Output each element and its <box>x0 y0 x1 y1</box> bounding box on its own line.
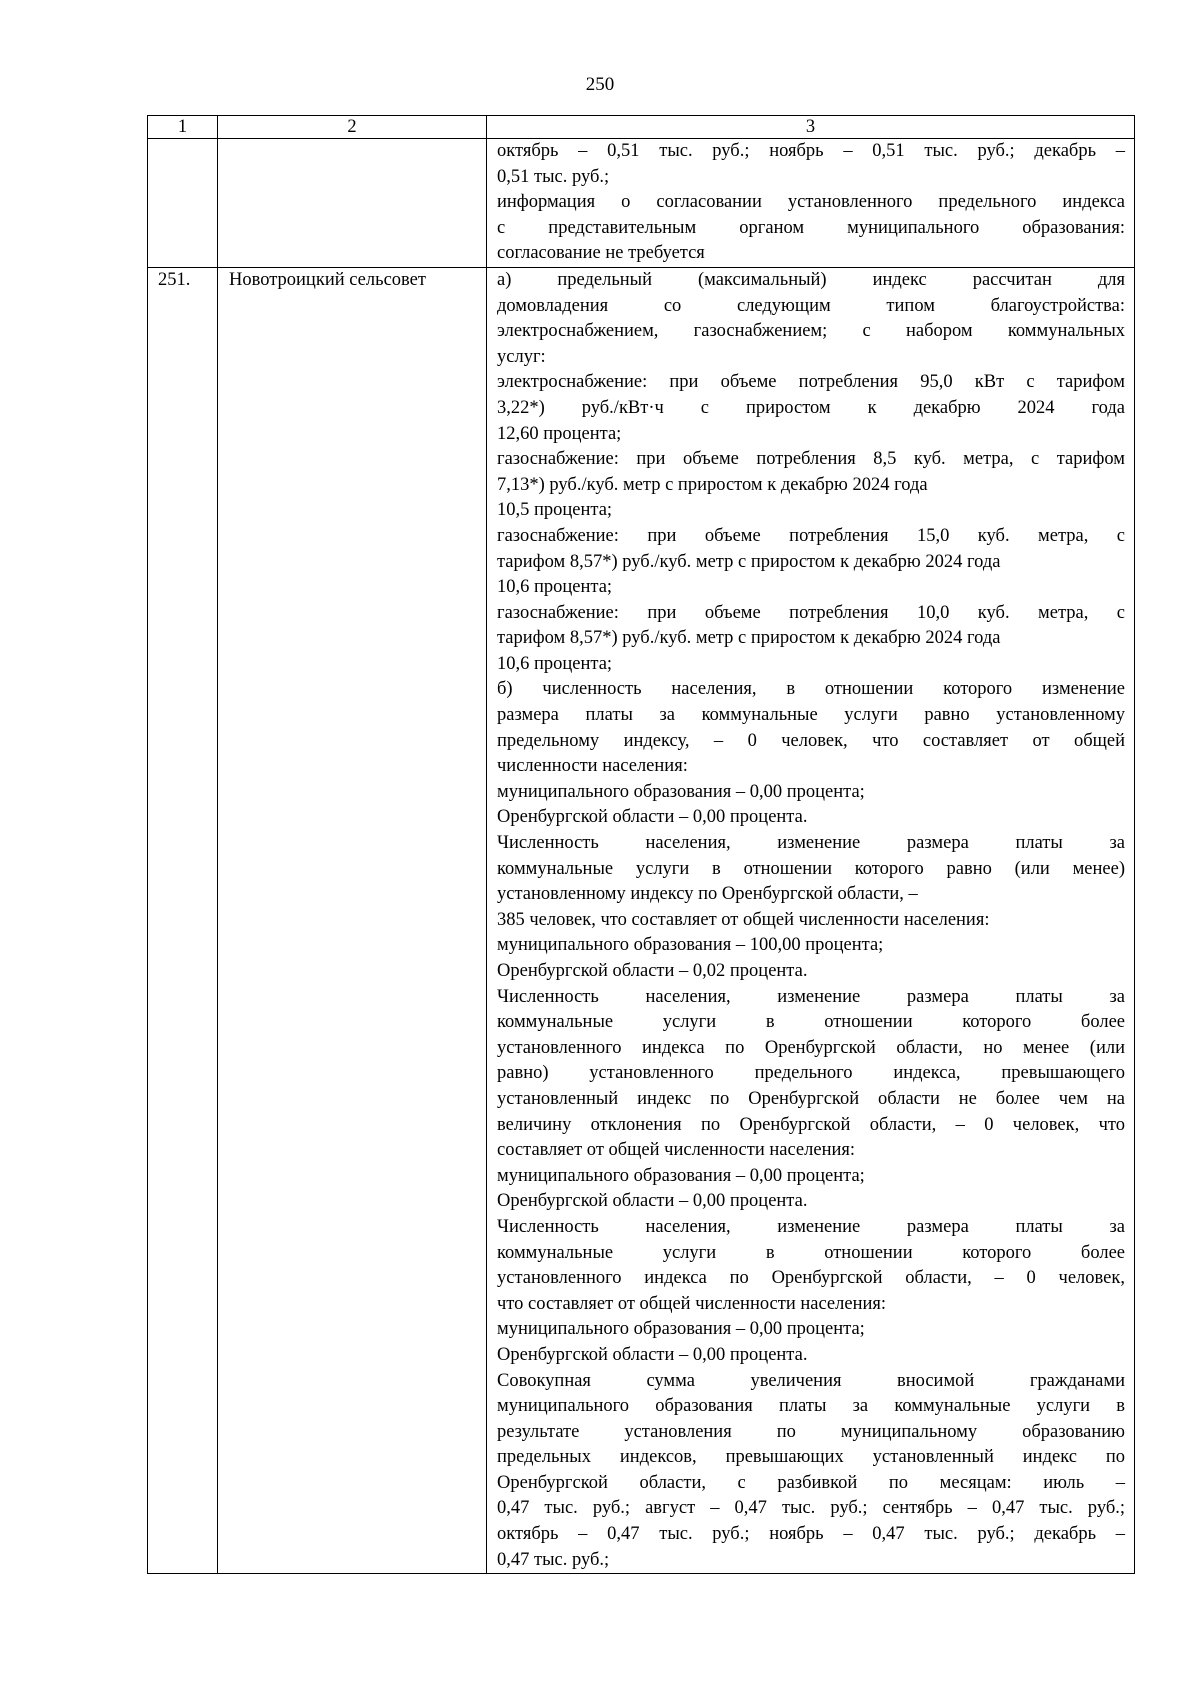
text-line: 385 человек, что составляет от общей численности населения: <box>497 909 990 930</box>
table-header-row <box>148 116 1135 139</box>
text-line: 0,47 тыс. руб.; <box>497 1549 610 1570</box>
column-header-2: 2 <box>218 116 487 139</box>
text-line: коммунальные услуги в отношении которого равно (или менее) <box>497 858 1125 879</box>
text-line: Совокупная сумма увеличения вносимой гражданами <box>497 1370 1125 1391</box>
text-line: Оренбургской области – 0,00 процента. <box>497 1344 808 1365</box>
text-line: домовладения со следующим типом благоустройства: <box>497 295 1125 316</box>
text-line: 3,22*) руб./кВт·ч с приростом к декабрю 2024 года <box>497 397 1125 418</box>
text-line: коммунальные услуги в отношении которого более <box>497 1012 1125 1033</box>
text-line: Оренбургской области – 0,00 процента. <box>497 1191 808 1212</box>
text-line: тарифом 8,57*) руб./куб. метр с приростом к декабрю 2024 года <box>497 551 1001 572</box>
text-line: предельных индексов, превышающих установленный индекс по <box>497 1447 1125 1468</box>
text-line: услуг: <box>497 346 546 367</box>
text-line: газоснабжение: при объеме потребления 8,5 куб. метра, с тарифом <box>497 449 1125 470</box>
column-header-1: 1 <box>148 116 218 139</box>
table-row-251 <box>148 267 1135 1573</box>
text-line: Оренбургской области – 0,00 процента. <box>497 807 808 828</box>
text-line: согласование не требуется <box>497 243 705 264</box>
text-line: 7,13*) руб./куб. метр с приростом к декабрю 2024 года <box>497 474 928 495</box>
text-line: 0,51 тыс. руб.; <box>497 166 610 187</box>
text-line: 12,60 процента; <box>497 423 622 444</box>
text-line: 10,6 процента; <box>497 577 613 598</box>
text-line: Численность населения, изменение размера платы за <box>497 833 1125 854</box>
text-line: Оренбургской области, с разбивкой по месяцам: июль – <box>497 1472 1125 1493</box>
document-table <box>147 115 1135 1574</box>
text-line: а) предельный (максимальный) индекс рассчитан для <box>497 269 1125 290</box>
page-number: 250 <box>585 74 615 95</box>
row-content-cell <box>487 267 1135 1573</box>
text-line: составляет от общей численности населения: <box>497 1140 856 1161</box>
text-line: результате установления по муниципальному образованию <box>497 1421 1125 1442</box>
table-row-continuation <box>148 139 1135 268</box>
text-line: электроснабжение: при объеме потребления 95,0 кВт с тарифом <box>497 372 1125 393</box>
text-line: муниципального образования – 0,00 процента; <box>497 781 865 802</box>
text-line: 0,47 тыс. руб.; август – 0,47 тыс. руб.; сентябрь – 0,47 тыс. руб.; <box>497 1498 1125 1519</box>
text-line: тарифом 8,57*) руб./куб. метр с приростом к декабрю 2024 года <box>497 628 1001 649</box>
text-line: газоснабжение: при объеме потребления 10,0 куб. метра, с <box>497 602 1125 623</box>
text-line: газоснабжение: при объеме потребления 15,0 куб. метра, с <box>497 525 1125 546</box>
text-line: Численность населения, изменение размера платы за <box>497 1216 1125 1237</box>
text-line: коммунальные услуги в отношении которого более <box>497 1242 1125 1263</box>
text-line: Численность населения, изменение размера платы за <box>497 986 1125 1007</box>
text-line: установленного индекса по Оренбургской области, – 0 человек, <box>497 1268 1125 1289</box>
text-line: равно) установленного предельного индекса, превышающего <box>497 1063 1125 1084</box>
row-content-cell <box>487 139 1135 268</box>
text-line: муниципального образования платы за коммунальные услуги в <box>497 1396 1125 1417</box>
text-line: численности населения: <box>497 756 688 777</box>
text-line: 10,5 процента; <box>497 500 613 521</box>
text-line: октябрь – 0,51 тыс. руб.; ноябрь – 0,51 тыс. руб.; декабрь – <box>497 141 1125 161</box>
text-line: установленный индекс по Оренбургской области не более чем на <box>497 1088 1125 1109</box>
text-line: муниципального образования – 0,00 процента; <box>497 1165 865 1186</box>
text-line: 10,6 процента; <box>497 653 613 674</box>
text-line: б) численность населения, в отношении которого изменение <box>497 679 1125 700</box>
row-number-cell <box>148 139 218 268</box>
text-line: октябрь – 0,47 тыс. руб.; ноябрь – 0,47 тыс. руб.; декабрь – <box>497 1524 1125 1545</box>
row-name-cell <box>218 139 487 268</box>
text-line: предельному индексу, – 0 человек, что составляет от общей <box>497 730 1125 751</box>
text-line: установленному индексу по Оренбургской области, – <box>497 884 918 905</box>
text-line: информация о согласовании установленного предельного индекса <box>497 192 1125 213</box>
text-line: что составляет от общей численности населения: <box>497 1293 887 1314</box>
text-line: установленного индекса по Оренбургской области, но менее (или <box>497 1037 1125 1058</box>
text-line: муниципального образования – 0,00 процента; <box>497 1319 865 1340</box>
column-header-3: 3 <box>487 116 1135 139</box>
text-line: с представительным органом муниципального образования: <box>497 217 1125 238</box>
text-line: величину отклонения по Оренбургской области, – 0 человек, что <box>497 1114 1125 1135</box>
row-number-cell: 251. <box>148 267 218 1573</box>
text-line: электроснабжением, газоснабжением; с набором коммунальных <box>497 321 1125 342</box>
text-line: Оренбургской области – 0,02 процента. <box>497 961 808 981</box>
text-line: муниципального образования – 100,00 процента; <box>497 935 884 956</box>
text-line: размера платы за коммунальные услуги равно установленному <box>497 705 1125 726</box>
row-name-cell: Новотроицкий сельсовет <box>218 267 487 1573</box>
